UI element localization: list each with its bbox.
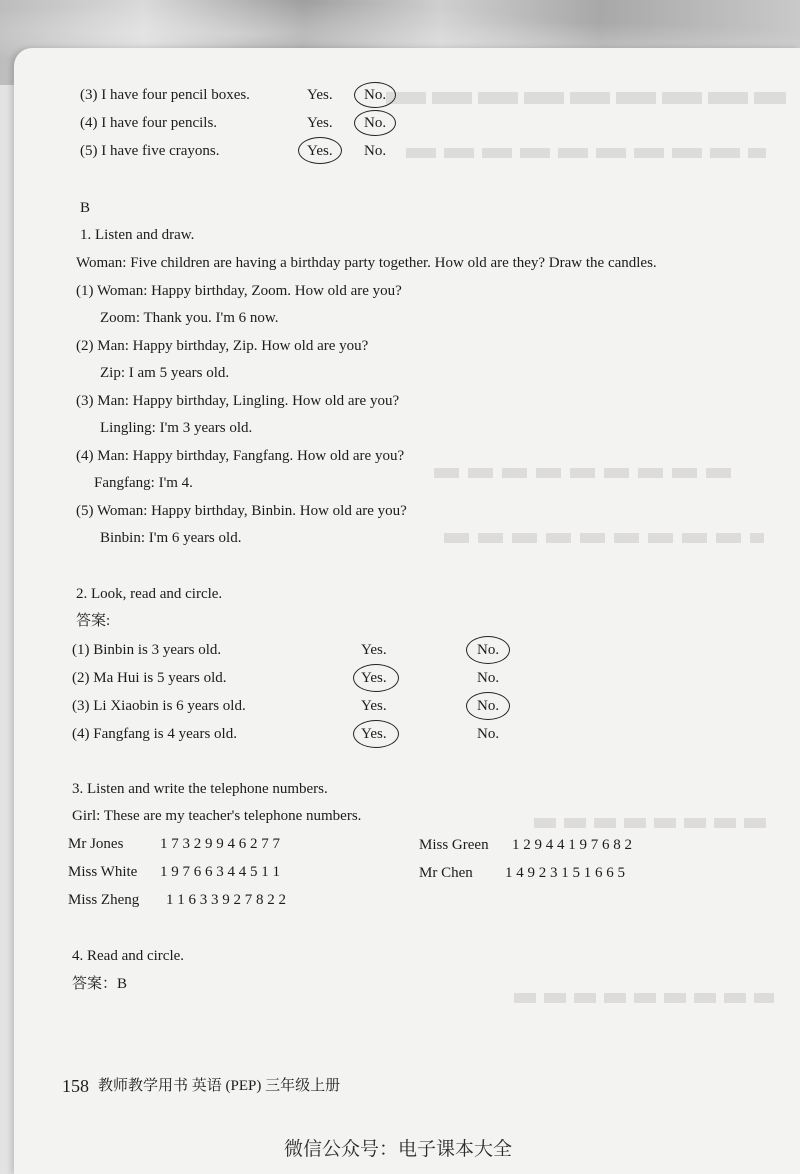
bleed-through — [514, 993, 774, 1003]
ex2-item-no: No. — [477, 726, 500, 742]
answer-circle — [353, 720, 399, 748]
ex2-item-no: No. — [477, 698, 500, 714]
ex4-heading: 4. Read and circle. — [72, 948, 185, 964]
ex2-item-no: No. — [477, 642, 500, 658]
ex2-item-yes: Yes. — [361, 698, 387, 714]
ex1-line: Zoom: Thank you. I'm 6 now. — [100, 310, 279, 326]
ex1-line: Zip: I am 5 years old. — [100, 365, 230, 381]
contact-number: 1 4 9 2 3 1 5 1 6 6 5 — [505, 865, 625, 881]
ex1-line: (2) Man: Happy birthday, Zip. How old are you? — [76, 338, 369, 354]
parta-q4-no: No. — [364, 115, 387, 131]
answer-circle — [466, 692, 510, 720]
bleed-through — [386, 92, 786, 104]
contact-name: Miss White — [68, 864, 138, 880]
answer-circle — [354, 110, 396, 136]
ex3-heading: 3. Listen and write the telephone numbers. — [72, 781, 328, 797]
contact-name: Mr Chen — [419, 865, 473, 881]
ex2-item: (2) Ma Hui is 5 years old. — [72, 670, 227, 686]
contact-number: 1 1 6 3 3 9 2 7 8 2 2 — [166, 892, 286, 908]
answer-circle — [466, 636, 510, 664]
ex2-answer-label: 答案: — [76, 613, 111, 629]
ex1-line: (3) Man: Happy birthday, Lingling. How old are you? — [76, 393, 400, 409]
book-title: 教师教学用书 英语 (PEP) 三年级上册 — [98, 1078, 341, 1094]
parta-q5: (5) I have five crayons. — [80, 143, 220, 159]
parta-q3-yes: Yes. — [307, 87, 333, 103]
ex1-line: Fangfang: I'm 4. — [94, 475, 193, 491]
bleed-through — [534, 818, 774, 828]
parta-q3: (3) I have four pencil boxes. — [80, 87, 250, 103]
ex2-item-no: No. — [477, 670, 500, 686]
ex2-item: (4) Fangfang is 4 years old. — [72, 726, 237, 742]
ex1-line: (5) Woman: Happy birthday, Binbin. How old are you? — [76, 503, 407, 519]
ex1-line: (1) Woman: Happy birthday, Zoom. How old are you? — [76, 283, 402, 299]
page-number: 158 — [62, 1076, 89, 1096]
ex1-intro: Woman: Five children are having a birthday party together. How old are they? Draw the candles. — [76, 255, 657, 271]
parta-q4: (4) I have four pencils. — [80, 115, 218, 131]
contact-name: Mr Jones — [68, 836, 124, 852]
bleed-through — [444, 533, 764, 543]
parta-q5-no: No. — [364, 143, 387, 159]
ex2-item-yes: Yes. — [361, 670, 387, 686]
ex4-answer: 答案：B — [72, 976, 128, 992]
bleed-through — [406, 148, 766, 158]
ex1-line: (4) Man: Happy birthday, Fangfang. How old are you? — [76, 448, 405, 464]
parta-q4-yes: Yes. — [307, 115, 333, 131]
ex1-line: Lingling: I'm 3 years old. — [100, 420, 253, 436]
contact-name: Miss Zheng — [68, 892, 140, 908]
contact-number: 1 7 3 2 9 9 4 6 2 7 7 — [160, 836, 280, 852]
ex2-item-yes: Yes. — [361, 726, 387, 742]
answer-circle — [353, 664, 399, 692]
section-b-heading: B — [80, 200, 91, 216]
contact-name: Miss Green — [419, 837, 489, 853]
ex2-item: (3) Li Xiaobin is 6 years old. — [72, 698, 246, 714]
bleed-through — [434, 468, 734, 478]
contact-number: 1 2 9 4 4 1 9 7 6 8 2 — [512, 837, 632, 853]
book-page — [14, 48, 800, 1174]
ex1-heading: 1. Listen and draw. — [80, 227, 195, 243]
ex3-intro: Girl: These are my teacher's telephone numbers. — [72, 808, 362, 824]
parta-q5-yes: Yes. — [307, 143, 333, 159]
parta-q3-no: No. — [364, 87, 387, 103]
contact-number: 1 9 7 6 6 3 4 4 5 1 1 — [160, 864, 280, 880]
answer-circle — [298, 137, 342, 164]
answer-circle — [354, 82, 396, 108]
ex2-item-yes: Yes. — [361, 642, 387, 658]
ex2-item: (1) Binbin is 3 years old. — [72, 642, 222, 658]
ex1-line: Binbin: I'm 6 years old. — [100, 530, 242, 546]
ex2-heading: 2. Look, read and circle. — [76, 586, 223, 602]
watermark: 微信公众号：电子课本大全 — [284, 1138, 513, 1160]
